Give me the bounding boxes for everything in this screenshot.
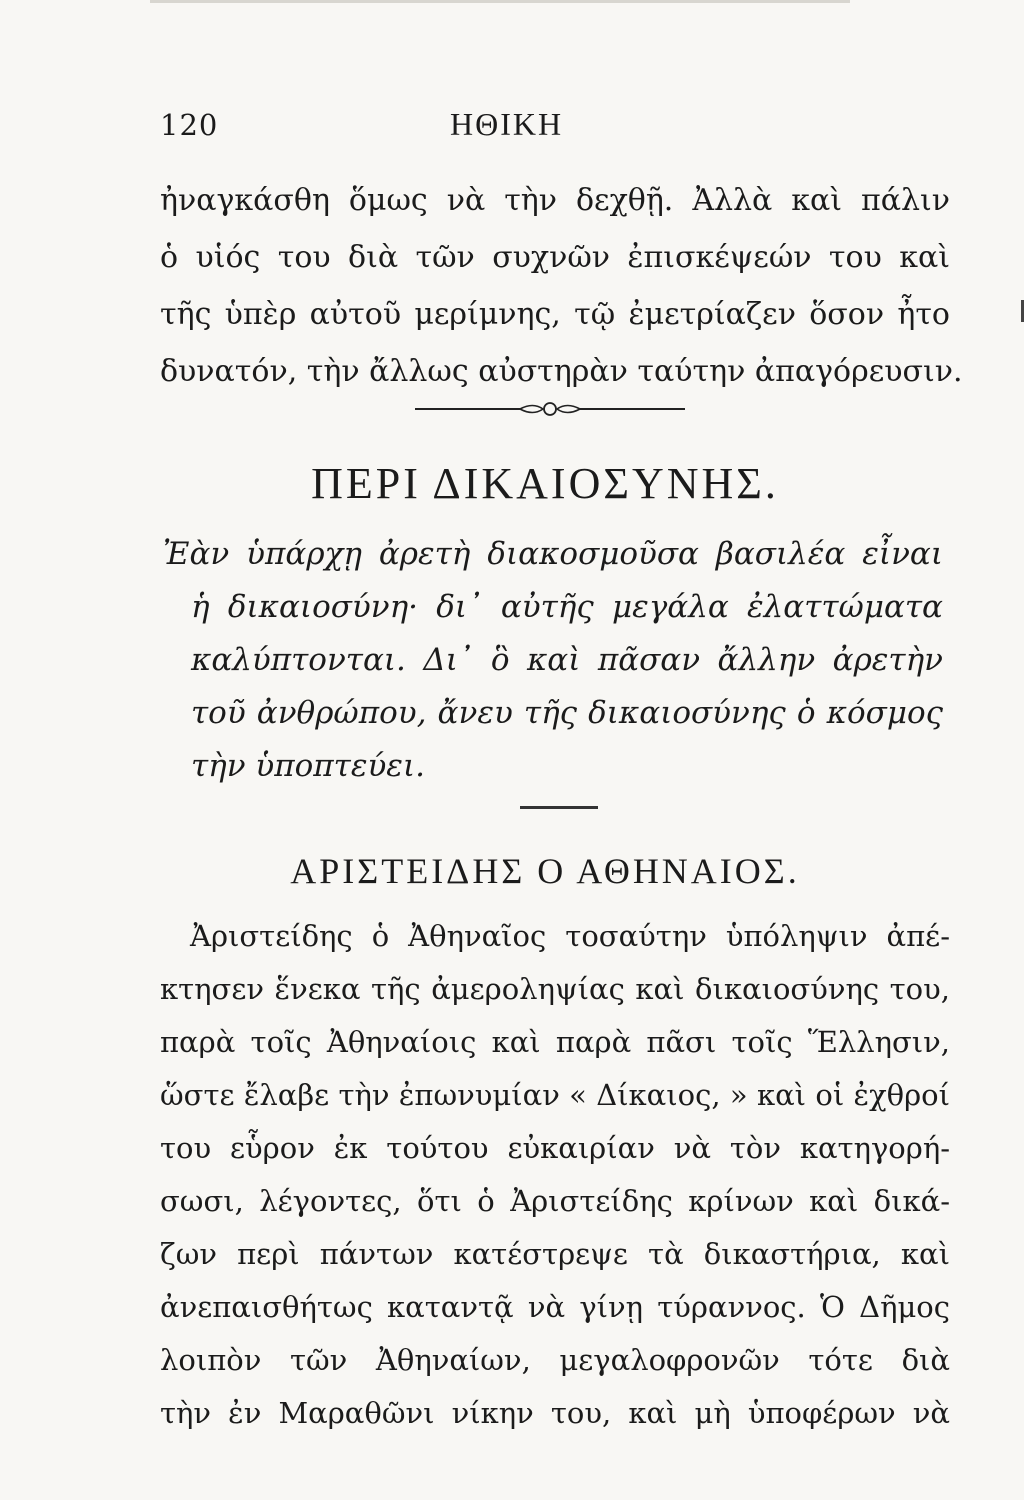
continuation-paragraph: [160, 172, 963, 400]
text-line: σωσι, λέγοντες, ὅτι ὁ Ἀριστείδης κρίνων καὶ δικά-: [160, 1184, 950, 1218]
text-line: τὴν ἐν Μαραθῶνι νίκην του, καὶ μὴ ὑποφέρων νὰ: [160, 1396, 950, 1430]
section-heading: ΑΡΙΣΤΕΙΔΗΣ Ο ΑΘΗΝΑΙΟΣ.: [290, 851, 800, 891]
section-divider: [520, 806, 598, 809]
text-line: κτησεν ἕνεκα τῆς ἀμεροληψίας καὶ δικαιοσύνης του,: [160, 972, 950, 1006]
text-line: ζων περὶ πάντων κατέστρεψε τὰ δικαστήρια, καὶ: [160, 1237, 950, 1271]
text-line: του εὗρον ἐκ τούτου εὐκαιρίαν νὰ τὸν κατηγορή-: [160, 1131, 950, 1165]
text-line: Ἀριστείδης ὁ Ἀθηναῖος τοσαύτην ὑπόληψιν ἀπέ-: [190, 919, 950, 953]
text-line: δυνατόν, τὴν ἄλλως αὐστηρὰν ταύτην ἀπαγόρευσιν.: [160, 354, 963, 389]
text-line: ἀνεπαισθήτως καταντᾷ νὰ γίνῃ τύραννος. Ὁ Δῆμος: [160, 1290, 950, 1324]
text-line: τὴν ὑποπτεύει.: [191, 748, 425, 784]
section-heading: ΠΕΡΙ ΔΙΚΑΙΟΣΥΝΗΣ.: [311, 459, 779, 508]
justice-paragraph: [163, 528, 943, 793]
ornamental-divider: [415, 398, 685, 420]
text-line: ἡ δικαιοσύνη· δι᾽ αὐτῆς μεγάλα ἐλαττώματα: [191, 589, 943, 625]
running-head: ΗΘΙΚΗ: [450, 106, 564, 142]
text-line: λοιπὸν τῶν Ἀθηναίων, μεγαλοφρονῶν τότε διὰ: [160, 1343, 950, 1377]
page-number: 120: [160, 108, 219, 142]
text-line: Ἐὰν ὑπάρχῃ ἀρετὴ διακοσμοῦσα βασιλέα εἶναι: [163, 536, 943, 572]
text-line: παρὰ τοῖς Ἀθηναίοις καὶ παρὰ πᾶσι τοῖς Ἕλλησιν,: [160, 1025, 950, 1059]
page-header: [160, 108, 950, 148]
text-line: τῆς ὑπὲρ αὐτοῦ μερίμνης, τῷ ἐμετρίαζεν ὅσον ἦτο: [160, 297, 950, 332]
text-line: τοῦ ἀνθρώπου, ἄνευ τῆς δικαιοσύνης ὁ κόσμος: [191, 695, 943, 731]
text-line: καλύπτονται. Δι᾽ ὃ καὶ πᾶσαν ἄλλην ἀρετὴν: [191, 642, 943, 678]
text-line: ὁ υἱός του διὰ τῶν συχνῶν ἐπισκέψεών του καὶ: [160, 240, 950, 275]
text-line: ὥστε ἔλαβε τὴν ἐπωνυμίαν « Δίκαιος, » καὶ οἱ ἐχθροί: [160, 1078, 950, 1112]
aristides-paragraph: [160, 910, 950, 1440]
text-line: ἠναγκάσθη ὅμως νὰ τὴν δεχθῇ. Ἀλλὰ καὶ πάλιν: [160, 183, 950, 218]
top-edge-shadow: [150, 0, 850, 3]
